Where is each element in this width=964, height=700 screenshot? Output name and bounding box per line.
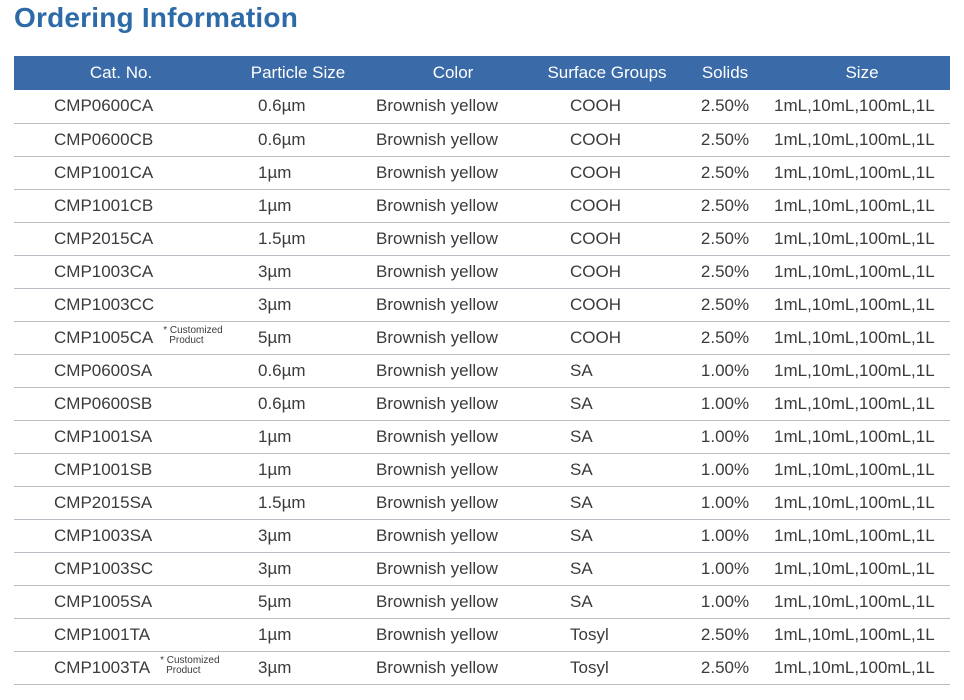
cell-solids bbox=[676, 354, 774, 387]
cell-cat-no bbox=[14, 354, 228, 387]
cell-size bbox=[774, 123, 950, 156]
cell-size-text: 1mL,10mL,100mL,1L bbox=[774, 459, 935, 479]
cell-surface-group bbox=[538, 585, 676, 618]
cell-solids bbox=[676, 255, 774, 288]
cell-size bbox=[774, 387, 950, 420]
table-row bbox=[14, 222, 950, 255]
cell-solids bbox=[676, 585, 774, 618]
cell-solids bbox=[676, 618, 774, 651]
cell-color bbox=[368, 288, 538, 321]
cell-cat-no bbox=[14, 651, 228, 684]
cell-particle-size-text: 3µm bbox=[258, 525, 292, 545]
cell-color bbox=[368, 354, 538, 387]
cell-particle-size bbox=[228, 387, 368, 420]
cell-cat-no-text: CMP1003TA bbox=[54, 657, 151, 677]
table-row bbox=[14, 420, 950, 453]
cell-color bbox=[368, 189, 538, 222]
cell-size bbox=[774, 288, 950, 321]
cell-cat-no-text: CMP0600CA bbox=[54, 96, 154, 116]
cell-surface-group bbox=[538, 651, 676, 684]
cell-size-text: 1mL,10mL,100mL,1L bbox=[774, 525, 935, 545]
cell-cat-no-text: CMP1005CA bbox=[54, 327, 154, 347]
cell-size-text: 1mL,10mL,100mL,1L bbox=[774, 162, 935, 182]
cell-solids bbox=[676, 387, 774, 420]
cell-color bbox=[368, 519, 538, 552]
cell-size bbox=[774, 156, 950, 189]
cell-surface-group bbox=[538, 321, 676, 354]
cell-color-text: Brownish yellow bbox=[376, 624, 498, 644]
cell-surface-group-text: COOH bbox=[570, 228, 621, 248]
cell-solids-text: 1.00% bbox=[700, 393, 750, 413]
cell-solids-text: 1.00% bbox=[700, 492, 750, 512]
cell-particle-size bbox=[228, 255, 368, 288]
customized-note-line2: Product bbox=[166, 665, 201, 677]
cell-particle-size bbox=[228, 618, 368, 651]
cell-surface-group-text: Tosyl bbox=[570, 657, 609, 677]
cell-size bbox=[774, 651, 950, 684]
table-row bbox=[14, 90, 950, 123]
cell-size-text: 1mL,10mL,100mL,1L bbox=[774, 294, 935, 314]
cell-particle-size bbox=[228, 519, 368, 552]
cell-size bbox=[774, 255, 950, 288]
table-row bbox=[14, 651, 950, 684]
header-surface-groups: Surface Groups bbox=[547, 63, 667, 82]
cell-solids-text: 2.50% bbox=[700, 162, 750, 182]
cell-solids bbox=[676, 321, 774, 354]
cell-particle-size-text: 5µm bbox=[258, 591, 292, 611]
cell-particle-size-text: 0.6µm bbox=[258, 393, 306, 413]
cell-color-text: Brownish yellow bbox=[376, 96, 498, 116]
cell-cat-no bbox=[14, 585, 228, 618]
cell-cat-no-text: CMP2015CA bbox=[54, 228, 154, 248]
header-cat-no: Cat. No. bbox=[89, 63, 153, 82]
cell-size bbox=[774, 354, 950, 387]
cell-solids bbox=[676, 651, 774, 684]
cell-color-text: Brownish yellow bbox=[376, 393, 498, 413]
cell-surface-group bbox=[538, 519, 676, 552]
table-row bbox=[14, 255, 950, 288]
customized-note-line1: * Customized bbox=[163, 325, 223, 337]
cell-particle-size-text: 3µm bbox=[258, 657, 292, 677]
cell-surface-group-text: COOH bbox=[570, 162, 621, 182]
table-row bbox=[14, 321, 950, 354]
cell-surface-group-text: COOH bbox=[570, 294, 621, 314]
cell-cat-no bbox=[14, 618, 228, 651]
cell-surface-group bbox=[538, 420, 676, 453]
cell-color bbox=[368, 222, 538, 255]
cell-size-text: 1mL,10mL,100mL,1L bbox=[774, 360, 935, 380]
cell-size-text: 1mL,10mL,100mL,1L bbox=[774, 327, 935, 347]
cell-color-text: Brownish yellow bbox=[376, 426, 498, 446]
cell-cat-no-text: CMP0600CB bbox=[54, 129, 154, 149]
cell-color-text: Brownish yellow bbox=[376, 591, 498, 611]
cell-particle-size bbox=[228, 321, 368, 354]
cell-particle-size bbox=[228, 288, 368, 321]
table-row bbox=[14, 453, 950, 486]
cell-cat-no-text: CMP1001SA bbox=[54, 426, 153, 446]
cell-particle-size bbox=[228, 222, 368, 255]
cell-particle-size-text: 3µm bbox=[258, 558, 292, 578]
ordering-table bbox=[14, 56, 950, 685]
cell-cat-no-text: CMP0600SB bbox=[54, 393, 153, 413]
cell-solids-text: 2.50% bbox=[700, 96, 750, 116]
cell-surface-group-text: COOH bbox=[570, 327, 621, 347]
header-size: Size bbox=[845, 63, 879, 82]
cell-color bbox=[368, 321, 538, 354]
table-header-row bbox=[14, 56, 950, 90]
ordering-table-container bbox=[14, 56, 950, 685]
cell-cat-no bbox=[14, 453, 228, 486]
cell-particle-size-text: 1.5µm bbox=[258, 228, 306, 248]
cell-solids bbox=[676, 519, 774, 552]
cell-surface-group-text: SA bbox=[570, 591, 593, 611]
cell-size bbox=[774, 552, 950, 585]
cell-particle-size-text: 1µm bbox=[258, 459, 292, 479]
cell-surface-group-text: SA bbox=[570, 360, 593, 380]
cell-color-text: Brownish yellow bbox=[376, 228, 498, 248]
customized-product-note bbox=[163, 326, 222, 346]
cell-cat-no bbox=[14, 255, 228, 288]
header-solids: Solids bbox=[701, 63, 749, 82]
cell-color bbox=[368, 651, 538, 684]
cell-cat-no bbox=[14, 189, 228, 222]
cell-color bbox=[368, 255, 538, 288]
cell-cat-no-text: CMP1005SA bbox=[54, 591, 153, 611]
cell-cat-no bbox=[14, 552, 228, 585]
cell-color-text: Brownish yellow bbox=[376, 657, 498, 677]
cell-solids-text: 2.50% bbox=[700, 624, 750, 644]
cell-surface-group bbox=[538, 156, 676, 189]
cell-size bbox=[774, 585, 950, 618]
cell-cat-no bbox=[14, 156, 228, 189]
cell-particle-size-text: 3µm bbox=[258, 261, 292, 281]
cell-solids bbox=[676, 222, 774, 255]
cell-solids-text: 1.00% bbox=[700, 459, 750, 479]
cell-cat-no bbox=[14, 123, 228, 156]
cell-cat-no-text: CMP1001CB bbox=[54, 195, 154, 215]
cell-color-text: Brownish yellow bbox=[376, 525, 498, 545]
cell-size-text: 1mL,10mL,100mL,1L bbox=[774, 96, 935, 116]
table-row bbox=[14, 585, 950, 618]
cell-surface-group-text: Tosyl bbox=[570, 624, 609, 644]
cell-size-text: 1mL,10mL,100mL,1L bbox=[774, 195, 935, 215]
cell-surface-group bbox=[538, 189, 676, 222]
cell-color bbox=[368, 453, 538, 486]
cell-solids-text: 1.00% bbox=[700, 591, 750, 611]
cell-particle-size bbox=[228, 453, 368, 486]
cell-color-text: Brownish yellow bbox=[376, 261, 498, 281]
cell-size-text: 1mL,10mL,100mL,1L bbox=[774, 624, 935, 644]
cell-solids bbox=[676, 453, 774, 486]
cell-cat-no-text: CMP1003CC bbox=[54, 294, 155, 314]
table-row bbox=[14, 519, 950, 552]
cell-particle-size bbox=[228, 354, 368, 387]
cell-solids-text: 1.00% bbox=[700, 426, 750, 446]
cell-solids bbox=[676, 156, 774, 189]
cell-solids-text: 1.00% bbox=[700, 525, 750, 545]
cell-color-text: Brownish yellow bbox=[376, 459, 498, 479]
table-body bbox=[14, 90, 950, 684]
cell-cat-no bbox=[14, 486, 228, 519]
cell-cat-no bbox=[14, 288, 228, 321]
cell-cat-no bbox=[14, 90, 228, 123]
cell-color-text: Brownish yellow bbox=[376, 327, 498, 347]
cell-color-text: Brownish yellow bbox=[376, 294, 498, 314]
cell-surface-group bbox=[538, 618, 676, 651]
cell-size bbox=[774, 519, 950, 552]
cell-cat-no-text: CMP0600SA bbox=[54, 360, 153, 380]
cell-size bbox=[774, 321, 950, 354]
cell-solids-text: 2.50% bbox=[700, 195, 750, 215]
cell-particle-size-text: 1µm bbox=[258, 162, 292, 182]
cell-solids-text: 2.50% bbox=[700, 294, 750, 314]
cell-particle-size bbox=[228, 552, 368, 585]
cell-solids-text: 1.00% bbox=[700, 558, 750, 578]
header-particle-size: Particle Size bbox=[250, 63, 346, 82]
cell-surface-group-text: COOH bbox=[570, 129, 621, 149]
cell-size bbox=[774, 90, 950, 123]
cell-surface-group-text: SA bbox=[570, 426, 593, 446]
table-row bbox=[14, 354, 950, 387]
cell-color bbox=[368, 552, 538, 585]
cell-surface-group bbox=[538, 453, 676, 486]
cell-particle-size-text: 0.6µm bbox=[258, 96, 306, 116]
cell-cat-no bbox=[14, 387, 228, 420]
cell-particle-size bbox=[228, 585, 368, 618]
header-color: Color bbox=[432, 63, 474, 82]
cell-color-text: Brownish yellow bbox=[376, 129, 498, 149]
cell-color bbox=[368, 156, 538, 189]
customized-product-note bbox=[160, 656, 219, 676]
table-row bbox=[14, 156, 950, 189]
cell-color bbox=[368, 90, 538, 123]
cell-particle-size bbox=[228, 90, 368, 123]
cell-surface-group-text: COOH bbox=[570, 195, 621, 215]
cell-particle-size bbox=[228, 156, 368, 189]
cell-solids bbox=[676, 288, 774, 321]
cell-cat-no-text: CMP1003SA bbox=[54, 525, 153, 545]
cell-solids-text: 2.50% bbox=[700, 327, 750, 347]
cell-solids bbox=[676, 90, 774, 123]
cell-size-text: 1mL,10mL,100mL,1L bbox=[774, 261, 935, 281]
cell-size-text: 1mL,10mL,100mL,1L bbox=[774, 426, 935, 446]
cell-surface-group-text: SA bbox=[570, 393, 593, 413]
cell-solids bbox=[676, 420, 774, 453]
cell-size-text: 1mL,10mL,100mL,1L bbox=[774, 657, 935, 677]
cell-color-text: Brownish yellow bbox=[376, 558, 498, 578]
table-row bbox=[14, 486, 950, 519]
cell-particle-size bbox=[228, 189, 368, 222]
cell-color-text: Brownish yellow bbox=[376, 360, 498, 380]
cell-color bbox=[368, 618, 538, 651]
cell-size bbox=[774, 453, 950, 486]
cell-size-text: 1mL,10mL,100mL,1L bbox=[774, 129, 935, 149]
cell-size-text: 1mL,10mL,100mL,1L bbox=[774, 558, 935, 578]
cell-cat-no-text: CMP1001TA bbox=[54, 624, 151, 644]
cell-color-text: Brownish yellow bbox=[376, 162, 498, 182]
cell-cat-no bbox=[14, 420, 228, 453]
cell-particle-size-text: 3µm bbox=[258, 294, 292, 314]
cell-cat-no-text: CMP1001SB bbox=[54, 459, 153, 479]
cell-size-text: 1mL,10mL,100mL,1L bbox=[774, 591, 935, 611]
cell-cat-no-text: CMP1001CA bbox=[54, 162, 154, 182]
cell-surface-group bbox=[538, 486, 676, 519]
cell-surface-group bbox=[538, 288, 676, 321]
cell-color bbox=[368, 123, 538, 156]
cell-solids-text: 2.50% bbox=[700, 228, 750, 248]
cell-particle-size-text: 0.6µm bbox=[258, 360, 306, 380]
cell-size bbox=[774, 420, 950, 453]
cell-surface-group-text: SA bbox=[570, 558, 593, 578]
cell-surface-group-text: SA bbox=[570, 525, 593, 545]
table-row bbox=[14, 618, 950, 651]
table-row bbox=[14, 123, 950, 156]
cell-cat-no-text: CMP2015SA bbox=[54, 492, 153, 512]
cell-surface-group bbox=[538, 552, 676, 585]
cell-surface-group bbox=[538, 90, 676, 123]
cell-size bbox=[774, 189, 950, 222]
cell-particle-size-text: 0.6µm bbox=[258, 129, 306, 149]
cell-surface-group-text: SA bbox=[570, 459, 593, 479]
cell-solids bbox=[676, 123, 774, 156]
cell-solids bbox=[676, 189, 774, 222]
cell-surface-group bbox=[538, 354, 676, 387]
cell-size bbox=[774, 486, 950, 519]
cell-color bbox=[368, 486, 538, 519]
page-title: Ordering Information bbox=[14, 2, 298, 33]
cell-surface-group-text: COOH bbox=[570, 261, 621, 281]
cell-color bbox=[368, 387, 538, 420]
table-row bbox=[14, 387, 950, 420]
cell-particle-size-text: 1µm bbox=[258, 624, 292, 644]
cell-cat-no bbox=[14, 321, 228, 354]
cell-color-text: Brownish yellow bbox=[376, 195, 498, 215]
customized-note-line1: * Customized bbox=[160, 655, 220, 667]
cell-size bbox=[774, 618, 950, 651]
cell-surface-group bbox=[538, 222, 676, 255]
cell-particle-size-text: 1µm bbox=[258, 195, 292, 215]
customized-note-line2: Product bbox=[169, 335, 204, 347]
cell-surface-group-text: COOH bbox=[570, 96, 621, 116]
cell-solids-text: 1.00% bbox=[700, 360, 750, 380]
cell-size bbox=[774, 222, 950, 255]
cell-cat-no bbox=[14, 222, 228, 255]
cell-color bbox=[368, 585, 538, 618]
cell-particle-size-text: 1µm bbox=[258, 426, 292, 446]
cell-solids-text: 2.50% bbox=[700, 129, 750, 149]
cell-solids-text: 2.50% bbox=[700, 657, 750, 677]
cell-solids-text: 2.50% bbox=[700, 261, 750, 281]
cell-particle-size bbox=[228, 651, 368, 684]
cell-surface-group bbox=[538, 123, 676, 156]
cell-particle-size bbox=[228, 123, 368, 156]
cell-color bbox=[368, 420, 538, 453]
cell-size-text: 1mL,10mL,100mL,1L bbox=[774, 393, 935, 413]
table-row bbox=[14, 552, 950, 585]
cell-size-text: 1mL,10mL,100mL,1L bbox=[774, 228, 935, 248]
cell-cat-no-text: CMP1003SC bbox=[54, 558, 154, 578]
table-row bbox=[14, 189, 950, 222]
cell-surface-group-text: SA bbox=[570, 492, 593, 512]
cell-particle-size bbox=[228, 486, 368, 519]
cell-size-text: 1mL,10mL,100mL,1L bbox=[774, 492, 935, 512]
cell-particle-size-text: 1.5µm bbox=[258, 492, 306, 512]
cell-solids bbox=[676, 486, 774, 519]
cell-cat-no bbox=[14, 519, 228, 552]
cell-surface-group bbox=[538, 255, 676, 288]
cell-color-text: Brownish yellow bbox=[376, 492, 498, 512]
cell-solids bbox=[676, 552, 774, 585]
table-row bbox=[14, 288, 950, 321]
cell-surface-group bbox=[538, 387, 676, 420]
cell-cat-no-text: CMP1003CA bbox=[54, 261, 154, 281]
cell-particle-size bbox=[228, 420, 368, 453]
cell-particle-size-text: 5µm bbox=[258, 327, 292, 347]
